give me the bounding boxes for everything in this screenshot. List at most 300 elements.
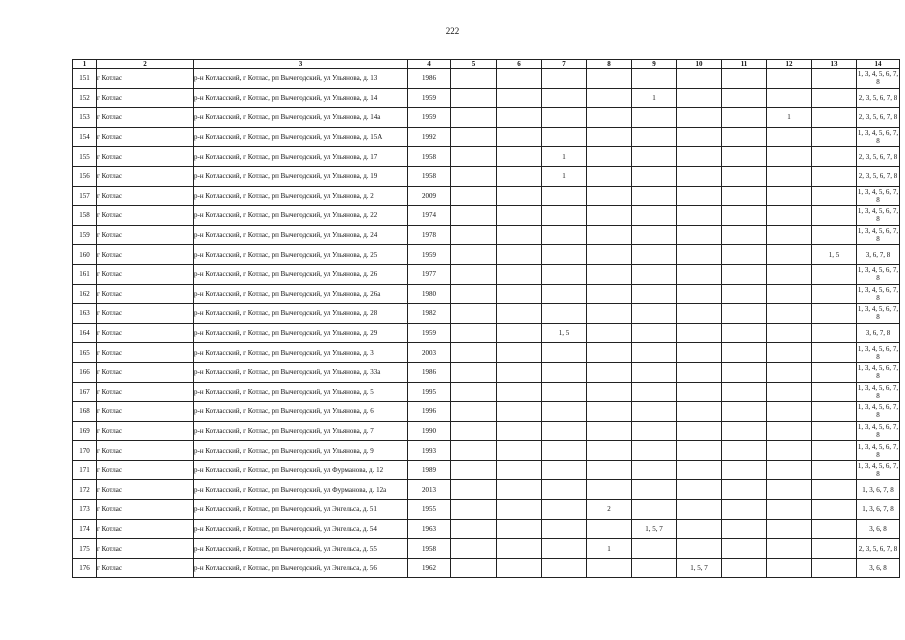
col-12-cell (767, 323, 812, 343)
col-12-cell (767, 343, 812, 363)
year-cell: 1980 (408, 284, 451, 304)
city-cell: г Котлас (97, 69, 194, 89)
col-9-cell (632, 362, 677, 382)
table-row (73, 186, 900, 206)
col-8-cell (587, 284, 632, 304)
col-12-cell (767, 539, 812, 559)
column-header-3: 3 (194, 60, 408, 69)
col-14-cell: 1, 3, 4, 5, 6, 7, 8 (857, 70, 899, 87)
col-13-cell (812, 108, 857, 128)
table-body (73, 69, 900, 578)
table-row (73, 519, 900, 539)
row-number: 169 (73, 421, 97, 441)
city-cell: г Котлас (97, 500, 194, 520)
col-8-cell (587, 264, 632, 284)
col-10-cell (677, 304, 722, 324)
col-14-cell: 1, 3, 4, 5, 6, 7, 8 (857, 207, 899, 224)
col-12-cell (767, 402, 812, 422)
column-header-12: 12 (767, 60, 812, 69)
city-cell: г Котлас (97, 480, 194, 500)
column-header-7: 7 (542, 60, 587, 69)
col-7-cell (542, 402, 587, 422)
address-cell: р-н Котласский, г Котлас, рп Вычегодский, ул Ульянова, д. 2 (194, 186, 408, 206)
col-6-cell (497, 362, 542, 382)
col-5-cell (451, 127, 497, 147)
col-9-cell: 1, 5, 7 (632, 519, 677, 539)
col-14-cell: 1, 3, 4, 5, 6, 7, 8 (857, 187, 899, 204)
col-5-cell (451, 147, 497, 167)
col-9-cell (632, 264, 677, 284)
col-10-cell (677, 127, 722, 147)
col-6-cell (497, 323, 542, 343)
city-cell: г Котлас (97, 264, 194, 284)
col-11-cell (722, 500, 767, 520)
col-6-cell (497, 500, 542, 520)
col-14-cell: 1, 3, 4, 5, 6, 7, 8 (857, 305, 899, 322)
col-11-cell (722, 323, 767, 343)
table-row (73, 127, 900, 147)
col-9-cell (632, 343, 677, 363)
col-5-cell (451, 480, 497, 500)
col-14-cell: 2, 3, 5, 6, 7, 8 (857, 539, 900, 559)
col-9-cell (632, 539, 677, 559)
table-row (73, 460, 900, 480)
col-12-cell: 1 (767, 108, 812, 128)
table-row (73, 441, 900, 461)
col-14-cell: 1, 3, 4, 5, 6, 7, 8 (857, 422, 899, 439)
address-cell: р-н Котласский, г Котлас, рп Вычегодский, ул Ульянова, д. 3 (194, 343, 408, 363)
col-9-cell (632, 69, 677, 89)
year-cell: 1995 (408, 382, 451, 402)
table-row (73, 147, 900, 167)
col-11-cell (722, 264, 767, 284)
year-cell: 1977 (408, 264, 451, 284)
col-10-cell (677, 108, 722, 128)
page-number: 222 (445, 26, 460, 36)
col-10-cell (677, 166, 722, 186)
col-9-cell (632, 166, 677, 186)
row-number: 163 (73, 304, 97, 324)
col-11-cell (722, 127, 767, 147)
col-6-cell (497, 284, 542, 304)
address-cell: р-н Котласский, г Котлас, рп Вычегодский, ул Ульянова, д. 7 (194, 421, 408, 441)
year-cell: 1959 (408, 323, 451, 343)
col-10-cell (677, 147, 722, 167)
col-6-cell (497, 343, 542, 363)
row-number: 151 (73, 69, 97, 89)
col-9-cell (632, 304, 677, 324)
year-cell: 1982 (408, 304, 451, 324)
table-row (73, 402, 900, 422)
col-14-cell: 2, 3, 5, 6, 7, 8 (857, 166, 900, 186)
col-6-cell (497, 245, 542, 265)
row-number: 164 (73, 323, 97, 343)
address-cell: р-н Котласский, г Котлас, рп Вычегодский, ул Ульянова, д. 28 (194, 304, 408, 324)
col-12-cell (767, 421, 812, 441)
col-13-cell (812, 343, 857, 363)
col-7-cell (542, 500, 587, 520)
address-cell: р-н Котласский, г Котлас, рп Вычегодский, ул Ульянова, д. 14 (194, 88, 408, 108)
address-cell: р-н Котласский, г Котлас, рп Вычегодский, ул Ульянова, д. 25 (194, 245, 408, 265)
col-11-cell (722, 519, 767, 539)
col-10-cell (677, 402, 722, 422)
col-7-cell: 1, 5 (542, 323, 587, 343)
col-6-cell (497, 186, 542, 206)
col-8-cell (587, 245, 632, 265)
column-header-6: 6 (497, 60, 542, 69)
col-14-cell: 1, 3, 4, 5, 6, 7, 8 (857, 227, 899, 244)
address-cell: р-н Котласский, г Котлас, рп Вычегодский, ул Ульянова, д. 24 (194, 225, 408, 245)
col-9-cell (632, 558, 677, 578)
col-7-cell (542, 558, 587, 578)
col-12-cell (767, 304, 812, 324)
col-13-cell (812, 480, 857, 500)
col-12-cell (767, 147, 812, 167)
col-13-cell (812, 323, 857, 343)
city-cell: г Котлас (97, 343, 194, 363)
col-5-cell (451, 421, 497, 441)
col-5-cell (451, 284, 497, 304)
col-11-cell (722, 460, 767, 480)
column-header-10: 10 (677, 60, 722, 69)
table-row (73, 206, 900, 226)
col-14-cell: 1, 3, 4, 5, 6, 7, 8 (857, 364, 899, 381)
col-6-cell (497, 539, 542, 559)
table-row (73, 264, 900, 284)
year-cell: 1962 (408, 558, 451, 578)
col-10-cell (677, 441, 722, 461)
column-header-1: 1 (73, 60, 97, 69)
col-13-cell (812, 362, 857, 382)
col-14-cell: 1, 3, 6, 7, 8 (857, 500, 900, 520)
column-header-2: 2 (97, 60, 194, 69)
year-cell: 1963 (408, 519, 451, 539)
col-13-cell (812, 127, 857, 147)
column-header-13: 13 (812, 60, 857, 69)
col-12-cell (767, 206, 812, 226)
col-9-cell (632, 225, 677, 245)
col-5-cell (451, 108, 497, 128)
address-cell: р-н Котласский, г Котлас, рп Вычегодский, ул Ульянова, д. 5 (194, 382, 408, 402)
col-7-cell (542, 245, 587, 265)
col-6-cell (497, 206, 542, 226)
row-number: 158 (73, 206, 97, 226)
city-cell: г Котлас (97, 460, 194, 480)
address-cell: р-н Котласский, г Котлас, рп Вычегодский, ул Энгельса, д. 54 (194, 519, 408, 539)
col-8-cell: 1 (587, 539, 632, 559)
col-8-cell (587, 108, 632, 128)
column-header-8: 8 (587, 60, 632, 69)
col-10-cell (677, 362, 722, 382)
col-6-cell (497, 147, 542, 167)
city-cell: г Котлас (97, 382, 194, 402)
col-10-cell (677, 186, 722, 206)
address-cell: р-н Котласский, г Котлас, рп Вычегодский, ул Ульянова, д. 14а (194, 108, 408, 128)
col-12-cell (767, 362, 812, 382)
col-14-cell: 3, 6, 7, 8 (857, 323, 900, 343)
col-10-cell (677, 519, 722, 539)
col-13-cell (812, 166, 857, 186)
year-cell: 1959 (408, 245, 451, 265)
col-14-cell: 1, 3, 4, 5, 6, 7, 8 (857, 403, 899, 420)
col-10-cell (677, 382, 722, 402)
address-cell: р-н Котласский, г Котлас, рп Вычегодский, ул Ульянова, д. 26а (194, 284, 408, 304)
address-cell: р-н Котласский, г Котлас, рп Вычегодский, ул Ульянова, д. 13 (194, 69, 408, 89)
col-13-cell (812, 519, 857, 539)
col-7-cell (542, 69, 587, 89)
col-12-cell (767, 69, 812, 89)
address-cell: р-н Котласский, г Котлас, рп Вычегодский, ул Фурманова, д. 12 (194, 460, 408, 480)
col-5-cell (451, 166, 497, 186)
col-5-cell (451, 558, 497, 578)
col-11-cell (722, 206, 767, 226)
col-8-cell (587, 460, 632, 480)
col-14-cell: 1, 3, 6, 7, 8 (857, 480, 900, 500)
col-9-cell (632, 206, 677, 226)
col-5-cell (451, 460, 497, 480)
city-cell: г Котлас (97, 558, 194, 578)
col-7-cell (542, 519, 587, 539)
col-11-cell (722, 558, 767, 578)
table-row (73, 362, 900, 382)
col-6-cell (497, 402, 542, 422)
col-7-cell (542, 382, 587, 402)
col-13-cell (812, 382, 857, 402)
col-9-cell (632, 323, 677, 343)
col-14-cell: 1, 3, 4, 5, 6, 7, 8 (857, 344, 899, 361)
col-11-cell (722, 304, 767, 324)
col-9-cell (632, 441, 677, 461)
col-5-cell (451, 186, 497, 206)
column-header-4: 4 (408, 60, 451, 69)
year-cell: 2009 (408, 186, 451, 206)
col-12-cell (767, 264, 812, 284)
col-9-cell (632, 108, 677, 128)
row-number: 159 (73, 225, 97, 245)
city-cell: г Котлас (97, 284, 194, 304)
col-6-cell (497, 304, 542, 324)
col-8-cell (587, 304, 632, 324)
col-5-cell (451, 69, 497, 89)
city-cell: г Котлас (97, 323, 194, 343)
address-cell: р-н Котласский, г Котлас, рп Вычегодский, ул Ульянова, д. 29 (194, 323, 408, 343)
row-number: 165 (73, 343, 97, 363)
col-10-cell (677, 480, 722, 500)
col-7-cell (542, 421, 587, 441)
col-12-cell (767, 480, 812, 500)
table-row (73, 69, 900, 89)
col-7-cell (542, 127, 587, 147)
col-10-cell (677, 343, 722, 363)
col-8-cell (587, 421, 632, 441)
city-cell: г Котлас (97, 166, 194, 186)
address-cell: р-н Котласский, г Котлас, рп Вычегодский, ул Энгельса, д. 51 (194, 500, 408, 520)
col-11-cell (722, 441, 767, 461)
col-13-cell (812, 186, 857, 206)
col-12-cell (767, 441, 812, 461)
year-cell: 2013 (408, 480, 451, 500)
col-6-cell (497, 166, 542, 186)
col-8-cell (587, 382, 632, 402)
col-10-cell (677, 460, 722, 480)
col-8-cell (587, 127, 632, 147)
col-12-cell (767, 245, 812, 265)
col-9-cell (632, 402, 677, 422)
col-14-cell: 1, 3, 4, 5, 6, 7, 8 (857, 266, 899, 283)
year-cell: 1989 (408, 460, 451, 480)
year-cell: 1986 (408, 69, 451, 89)
col-9-cell (632, 460, 677, 480)
city-cell: г Котлас (97, 441, 194, 461)
col-9-cell (632, 480, 677, 500)
col-12-cell (767, 225, 812, 245)
row-number: 176 (73, 558, 97, 578)
col-9-cell (632, 421, 677, 441)
col-13-cell (812, 304, 857, 324)
col-8-cell (587, 206, 632, 226)
address-cell: р-н Котласский, г Котлас, рп Вычегодский, ул Фурманова, д. 12а (194, 480, 408, 500)
col-10-cell (677, 284, 722, 304)
col-6-cell (497, 382, 542, 402)
row-number: 155 (73, 147, 97, 167)
address-cell: р-н Котласский, г Котлас, рп Вычегодский, ул Ульянова, д. 26 (194, 264, 408, 284)
col-8-cell: 2 (587, 500, 632, 520)
col-7-cell (542, 343, 587, 363)
col-11-cell (722, 69, 767, 89)
col-12-cell (767, 519, 812, 539)
city-cell: г Котлас (97, 147, 194, 167)
col-10-cell (677, 323, 722, 343)
address-cell: р-н Котласский, г Котлас, рп Вычегодский, ул Ульянова, д. 19 (194, 166, 408, 186)
col-6-cell (497, 264, 542, 284)
col-10-cell (677, 88, 722, 108)
col-7-cell (542, 225, 587, 245)
col-7-cell (542, 304, 587, 324)
col-10-cell (677, 539, 722, 559)
col-5-cell (451, 225, 497, 245)
address-cell: р-н Котласский, г Котлас, рп Вычегодский, ул Ульянова, д. 6 (194, 402, 408, 422)
col-11-cell (722, 245, 767, 265)
row-number: 175 (73, 539, 97, 559)
col-13-cell: 1, 5 (812, 245, 857, 265)
table-row (73, 284, 900, 304)
col-11-cell (722, 402, 767, 422)
col-7-cell (542, 108, 587, 128)
col-8-cell (587, 88, 632, 108)
col-11-cell (722, 166, 767, 186)
row-number: 153 (73, 108, 97, 128)
col-5-cell (451, 519, 497, 539)
col-10-cell (677, 500, 722, 520)
col-6-cell (497, 108, 542, 128)
col-12-cell (767, 558, 812, 578)
col-10-cell (677, 69, 722, 89)
table-row (73, 500, 900, 520)
address-cell: р-н Котласский, г Котлас, рп Вычегодский, ул Энгельса, д. 55 (194, 539, 408, 559)
col-12-cell (767, 186, 812, 206)
col-14-cell: 3, 6, 8 (857, 519, 900, 539)
city-cell: г Котлас (97, 539, 194, 559)
city-cell: г Котлас (97, 402, 194, 422)
year-cell: 1959 (408, 108, 451, 128)
col-11-cell (722, 225, 767, 245)
table-row (73, 88, 900, 108)
address-cell: р-н Котласский, г Котлас, рп Вычегодский, ул Ульянова, д. 33а (194, 362, 408, 382)
col-10-cell (677, 264, 722, 284)
table-row (73, 480, 900, 500)
year-cell: 1958 (408, 166, 451, 186)
col-6-cell (497, 519, 542, 539)
table-row (73, 421, 900, 441)
column-header-11: 11 (722, 60, 767, 69)
col-11-cell (722, 480, 767, 500)
col-7-cell (542, 284, 587, 304)
year-cell: 1993 (408, 441, 451, 461)
col-5-cell (451, 441, 497, 461)
year-cell: 1992 (408, 127, 451, 147)
col-14-cell: 1, 3, 4, 5, 6, 7, 8 (857, 285, 899, 302)
table-row (73, 323, 900, 343)
col-8-cell (587, 441, 632, 461)
col-9-cell (632, 500, 677, 520)
col-13-cell (812, 264, 857, 284)
col-9-cell (632, 127, 677, 147)
city-cell: г Котлас (97, 88, 194, 108)
row-number: 166 (73, 362, 97, 382)
col-10-cell (677, 206, 722, 226)
col-8-cell (587, 519, 632, 539)
table-row (73, 558, 900, 578)
col-11-cell (722, 362, 767, 382)
col-5-cell (451, 304, 497, 324)
col-12-cell (767, 460, 812, 480)
year-cell: 1958 (408, 147, 451, 167)
col-11-cell (722, 382, 767, 402)
col-7-cell (542, 186, 587, 206)
row-number: 174 (73, 519, 97, 539)
col-6-cell (497, 421, 542, 441)
col-13-cell (812, 69, 857, 89)
col-13-cell (812, 539, 857, 559)
row-number: 162 (73, 284, 97, 304)
row-number: 156 (73, 166, 97, 186)
table-row (73, 225, 900, 245)
col-6-cell (497, 88, 542, 108)
year-cell: 1978 (408, 225, 451, 245)
column-header-9: 9 (632, 60, 677, 69)
col-14-cell: 1, 3, 4, 5, 6, 7, 8 (857, 442, 899, 459)
col-6-cell (497, 558, 542, 578)
col-5-cell (451, 402, 497, 422)
address-cell: р-н Котласский, г Котлас, рп Вычегодский, ул Ульянова, д. 22 (194, 206, 408, 226)
col-13-cell (812, 284, 857, 304)
col-12-cell (767, 284, 812, 304)
col-9-cell (632, 147, 677, 167)
col-5-cell (451, 539, 497, 559)
col-8-cell (587, 166, 632, 186)
address-cell: р-н Котласский, г Котлас, рп Вычегодский, ул Ульянова, д. 15А (194, 127, 408, 147)
year-cell: 2003 (408, 343, 451, 363)
col-8-cell (587, 402, 632, 422)
col-9-cell (632, 245, 677, 265)
col-13-cell (812, 206, 857, 226)
col-13-cell (812, 88, 857, 108)
city-cell: г Котлас (97, 127, 194, 147)
col-13-cell (812, 441, 857, 461)
col-6-cell (497, 480, 542, 500)
col-14-cell: 2, 3, 5, 6, 7, 8 (857, 147, 900, 167)
col-14-cell: 3, 6, 8 (857, 558, 900, 578)
